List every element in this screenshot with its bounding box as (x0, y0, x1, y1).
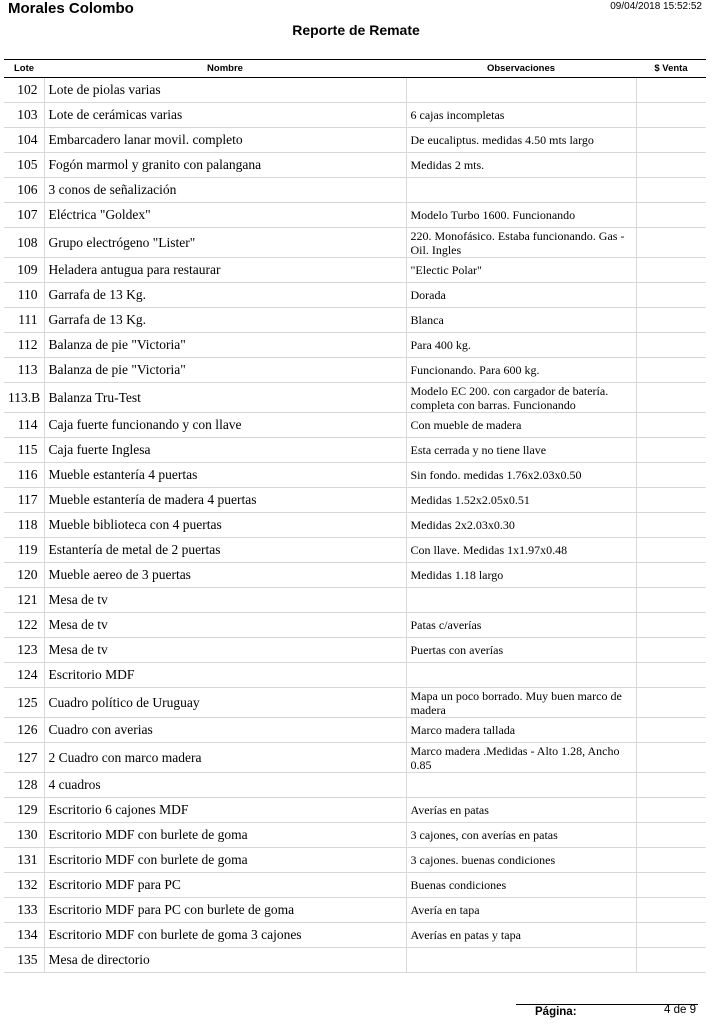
nombre-cell: Mueble estantería 4 puertas (44, 463, 406, 488)
table-row (4, 228, 706, 258)
auction-report-table (4, 59, 706, 973)
venta-cell (636, 228, 706, 258)
lote-cell: 110 (4, 283, 44, 308)
table-row (4, 413, 706, 438)
observaciones-cell: Mapa un poco borrado. Muy buen marco de madera (406, 688, 636, 718)
nombre-cell: Balanza de pie "Victoria" (44, 333, 406, 358)
table-row (4, 563, 706, 588)
table-row (4, 203, 706, 228)
lote-cell: 104 (4, 128, 44, 153)
table-row (4, 358, 706, 383)
table-row (4, 948, 706, 973)
observaciones-cell: Esta cerrada y no tiene llave (406, 438, 636, 463)
table-row (4, 308, 706, 333)
table-header-row (4, 60, 706, 78)
venta-cell (636, 128, 706, 153)
table-row (4, 923, 706, 948)
nombre-cell: Escritorio 6 cajones MDF (44, 798, 406, 823)
venta-cell (636, 153, 706, 178)
lote-cell: 106 (4, 178, 44, 203)
nombre-cell: 3 conos de señalización (44, 178, 406, 203)
observaciones-cell: Marco madera .Medidas - Alto 1.28, Ancho 0.85 (406, 743, 636, 773)
lote-cell: 112 (4, 333, 44, 358)
observaciones-cell: Avería en tapa (406, 898, 636, 923)
observaciones-cell: Funcionando. Para 600 kg. (406, 358, 636, 383)
nombre-cell: Estantería de metal de 2 puertas (44, 538, 406, 563)
venta-cell (636, 563, 706, 588)
nombre-cell: Balanza Tru-Test (44, 383, 406, 413)
nombre-cell: Cuadro con averias (44, 718, 406, 743)
observaciones-cell: 3 cajones. buenas condiciones (406, 848, 636, 873)
nombre-cell: Grupo electrógeno "Lister" (44, 228, 406, 258)
report-datetime: 09/04/2018 15:52:52 (610, 1, 702, 12)
venta-cell (636, 103, 706, 128)
venta-cell (636, 383, 706, 413)
table-row (4, 663, 706, 688)
column-header-nombre: Nombre (44, 60, 406, 78)
lote-cell: 102 (4, 78, 44, 103)
venta-cell (636, 513, 706, 538)
nombre-cell: Cuadro político de Uruguay (44, 688, 406, 718)
lote-cell: 107 (4, 203, 44, 228)
table-row (4, 438, 706, 463)
nombre-cell: Eléctrica "Goldex" (44, 203, 406, 228)
table-row (4, 688, 706, 718)
lote-cell: 105 (4, 153, 44, 178)
column-header-observaciones: Observaciones (406, 60, 636, 78)
venta-cell (636, 923, 706, 948)
venta-cell (636, 258, 706, 283)
venta-cell (636, 203, 706, 228)
venta-cell (636, 743, 706, 773)
table-row (4, 333, 706, 358)
nombre-cell: Escritorio MDF con burlete de goma (44, 848, 406, 873)
observaciones-cell: Patas c/averías (406, 613, 636, 638)
observaciones-cell (406, 78, 636, 103)
page-label: Página: (535, 1006, 577, 1018)
table-row (4, 718, 706, 743)
lote-cell: 131 (4, 848, 44, 873)
table-row (4, 538, 706, 563)
nombre-cell: Caja fuerte Inglesa (44, 438, 406, 463)
lote-cell: 123 (4, 638, 44, 663)
venta-cell (636, 178, 706, 203)
nombre-cell: Fogón marmol y granito con palangana (44, 153, 406, 178)
lote-cell: 103 (4, 103, 44, 128)
lote-cell: 132 (4, 873, 44, 898)
venta-cell (636, 688, 706, 718)
table-row (4, 178, 706, 203)
nombre-cell: Escritorio MDF (44, 663, 406, 688)
table-body (4, 78, 706, 973)
venta-cell (636, 823, 706, 848)
observaciones-cell: Con mueble de madera (406, 413, 636, 438)
lote-cell: 135 (4, 948, 44, 973)
table-row (4, 638, 706, 663)
lote-cell: 111 (4, 308, 44, 333)
nombre-cell: Garrafa de 13 Kg. (44, 308, 406, 333)
observaciones-cell: Puertas con averías (406, 638, 636, 663)
nombre-cell: Lote de piolas varias (44, 78, 406, 103)
nombre-cell: Mesa de tv (44, 588, 406, 613)
nombre-cell: Escritorio MDF con burlete de goma (44, 823, 406, 848)
venta-cell (636, 948, 706, 973)
lote-cell: 134 (4, 923, 44, 948)
observaciones-cell (406, 588, 636, 613)
venta-cell (636, 773, 706, 798)
lote-cell: 115 (4, 438, 44, 463)
nombre-cell: Mesa de tv (44, 638, 406, 663)
observaciones-cell: Blanca (406, 308, 636, 333)
lote-cell: 125 (4, 688, 44, 718)
venta-cell (636, 873, 706, 898)
lote-cell: 120 (4, 563, 44, 588)
table-row (4, 153, 706, 178)
table-row (4, 873, 706, 898)
lote-cell: 109 (4, 258, 44, 283)
venta-cell (636, 438, 706, 463)
table-row (4, 898, 706, 923)
observaciones-cell: 3 cajones, con averías en patas (406, 823, 636, 848)
observaciones-cell: Marco madera tallada (406, 718, 636, 743)
lote-cell: 127 (4, 743, 44, 773)
nombre-cell: Mueble aereo de 3 puertas (44, 563, 406, 588)
venta-cell (636, 413, 706, 438)
lote-cell: 114 (4, 413, 44, 438)
venta-cell (636, 308, 706, 333)
observaciones-cell: Averías en patas y tapa (406, 923, 636, 948)
lote-cell: 116 (4, 463, 44, 488)
venta-cell (636, 638, 706, 663)
column-header-venta: $ Venta (636, 60, 706, 78)
column-header-lote: Lote (4, 60, 44, 78)
venta-cell (636, 798, 706, 823)
observaciones-cell (406, 773, 636, 798)
observaciones-cell: Medidas 1.18 largo (406, 563, 636, 588)
table-row (4, 823, 706, 848)
nombre-cell: Caja fuerte funcionando y con llave (44, 413, 406, 438)
lote-cell: 128 (4, 773, 44, 798)
lote-cell: 129 (4, 798, 44, 823)
table-row (4, 383, 706, 413)
lote-cell: 113.B (4, 383, 44, 413)
table-row (4, 588, 706, 613)
table-row (4, 513, 706, 538)
nombre-cell: Mesa de tv (44, 613, 406, 638)
lote-cell: 122 (4, 613, 44, 638)
observaciones-cell: Medidas 2 mts. (406, 153, 636, 178)
table-row (4, 283, 706, 308)
nombre-cell: Garrafa de 13 Kg. (44, 283, 406, 308)
company-name: Morales Colombo (8, 0, 134, 17)
nombre-cell: Heladera antugua para restaurar (44, 258, 406, 283)
observaciones-cell (406, 948, 636, 973)
report-title: Reporte de Remate (292, 22, 420, 38)
observaciones-cell: Modelo Turbo 1600. Funcionando (406, 203, 636, 228)
nombre-cell: Embarcadero lanar movil. completo (44, 128, 406, 153)
nombre-cell: Escritorio MDF con burlete de goma 3 cajones (44, 923, 406, 948)
observaciones-cell: 220. Monofásico. Estaba funcionando. Gas - Oil. Ingles (406, 228, 636, 258)
observaciones-cell: Con llave. Medidas 1x1.97x0.48 (406, 538, 636, 563)
nombre-cell: 2 Cuadro con marco madera (44, 743, 406, 773)
observaciones-cell: "Electic Polar" (406, 258, 636, 283)
venta-cell (636, 538, 706, 563)
venta-cell (636, 358, 706, 383)
nombre-cell: Mueble biblioteca con 4 puertas (44, 513, 406, 538)
venta-cell (636, 488, 706, 513)
observaciones-cell: Sin fondo. medidas 1.76x2.03x0.50 (406, 463, 636, 488)
table-row (4, 773, 706, 798)
lote-cell: 130 (4, 823, 44, 848)
observaciones-cell: Para 400 kg. (406, 333, 636, 358)
observaciones-cell: Averías en patas (406, 798, 636, 823)
lote-cell: 119 (4, 538, 44, 563)
venta-cell (636, 588, 706, 613)
venta-cell (636, 663, 706, 688)
venta-cell (636, 613, 706, 638)
lote-cell: 118 (4, 513, 44, 538)
venta-cell (636, 898, 706, 923)
nombre-cell: Lote de cerámicas varias (44, 103, 406, 128)
table-row (4, 488, 706, 513)
observaciones-cell: Medidas 2x2.03x0.30 (406, 513, 636, 538)
lote-cell: 113 (4, 358, 44, 383)
lote-cell: 117 (4, 488, 44, 513)
lote-cell: 108 (4, 228, 44, 258)
table-row (4, 463, 706, 488)
venta-cell (636, 78, 706, 103)
lote-cell: 124 (4, 663, 44, 688)
table-row (4, 258, 706, 283)
table-row (4, 128, 706, 153)
table-row (4, 613, 706, 638)
nombre-cell: Mesa de directorio (44, 948, 406, 973)
venta-cell (636, 333, 706, 358)
nombre-cell: Mueble estantería de madera 4 puertas (44, 488, 406, 513)
lote-cell: 121 (4, 588, 44, 613)
observaciones-cell (406, 178, 636, 203)
observaciones-cell: 6 cajas incompletas (406, 103, 636, 128)
nombre-cell: 4 cuadros (44, 773, 406, 798)
table-row (4, 103, 706, 128)
observaciones-cell: Modelo EC 200. con cargador de batería. completa con barras. Funcionando (406, 383, 636, 413)
table-row (4, 78, 706, 103)
observaciones-cell: Medidas 1.52x2.05x0.51 (406, 488, 636, 513)
page-number: 4 de 9 (664, 1004, 696, 1016)
observaciones-cell (406, 663, 636, 688)
nombre-cell: Escritorio MDF para PC (44, 873, 406, 898)
table-row (4, 743, 706, 773)
lote-cell: 126 (4, 718, 44, 743)
venta-cell (636, 283, 706, 308)
venta-cell (636, 463, 706, 488)
nombre-cell: Escritorio MDF para PC con burlete de goma (44, 898, 406, 923)
table-row (4, 798, 706, 823)
nombre-cell: Balanza de pie "Victoria" (44, 358, 406, 383)
venta-cell (636, 848, 706, 873)
observaciones-cell: Dorada (406, 283, 636, 308)
lote-cell: 133 (4, 898, 44, 923)
observaciones-cell: Buenas condiciones (406, 873, 636, 898)
table-row (4, 848, 706, 873)
venta-cell (636, 718, 706, 743)
observaciones-cell: De eucaliptus. medidas 4.50 mts largo (406, 128, 636, 153)
